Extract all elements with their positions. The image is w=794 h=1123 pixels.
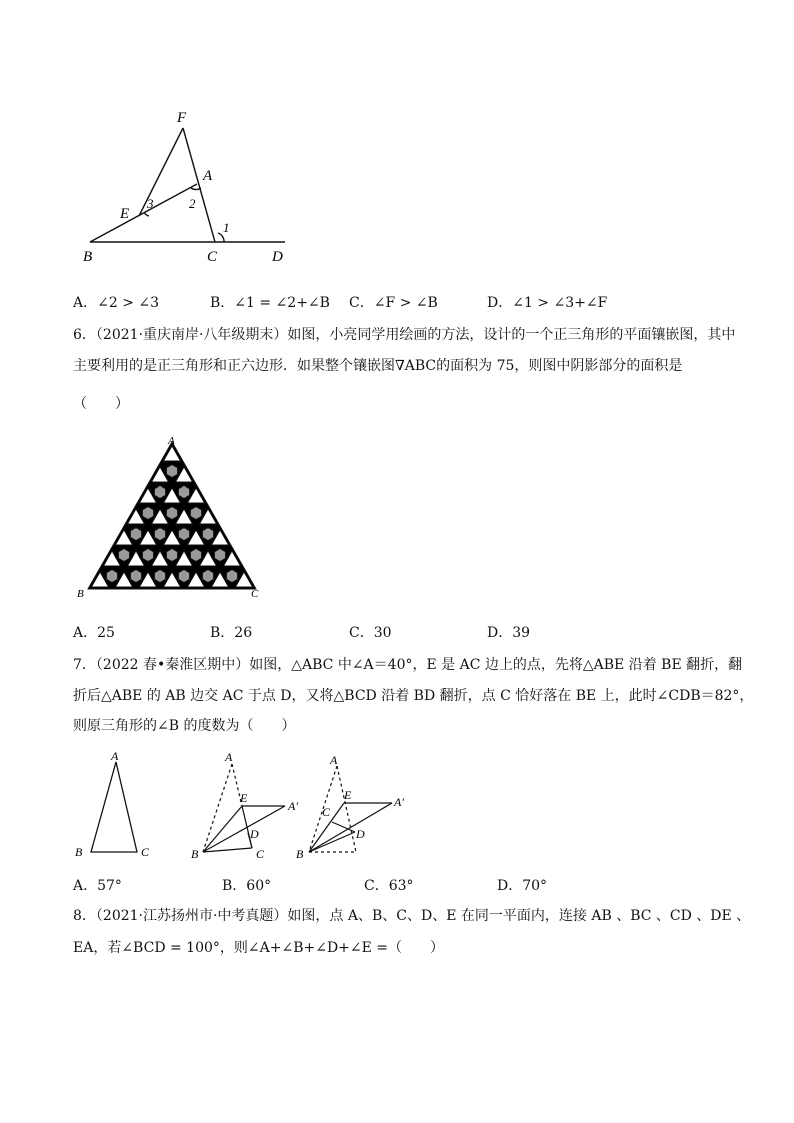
- q5-figure: [75, 100, 305, 270]
- angle-1: 1: [223, 220, 230, 235]
- tess-hexagon: [166, 507, 177, 520]
- fig2-label-C: C: [256, 847, 265, 861]
- tess-hexagon: [154, 486, 165, 499]
- q7-text-line1: 7．（2022 春•秦淮区期中）如图，△ABC 中∠A＝40°，E 是 AC 边上的点，先将△ABE 沿着 BE 翻折，翻: [73, 657, 743, 673]
- tess-hexagon: [130, 570, 141, 583]
- label-D: D: [272, 249, 283, 265]
- tess-hexagon: [154, 528, 165, 541]
- q7-figures: [70, 748, 430, 866]
- q5-option-c: C．∠F > ∠B: [349, 295, 438, 311]
- fig1-label-B: B: [75, 845, 83, 859]
- q7-option-c: C．63°: [364, 878, 414, 894]
- q6-text-line2: 主要利用的是正三角形和正六边形．如果整个镶嵌图∇ABC的面积为 75，则图中阴影部分的面积是: [73, 358, 683, 374]
- fig3-label-D: D: [356, 827, 365, 841]
- tess-hexagon: [166, 465, 177, 478]
- q7-option-b: B．60°: [222, 878, 272, 894]
- q5-option-a: A．∠2 > ∠3: [73, 295, 160, 311]
- fig1-label-C: C: [141, 845, 150, 859]
- tess-hexagon: [130, 528, 141, 541]
- tess-hexagon: [178, 486, 189, 499]
- tess-hexagon: [106, 570, 117, 583]
- angle-2: 2: [189, 196, 196, 211]
- q6-text-line1: 6．（2021·重庆南岸·八年级期末）如图，小亮同学用绘画的方法，设计的一个正三角形的平面镶嵌图，其中: [73, 327, 736, 343]
- fig2-label-E: E: [240, 791, 248, 805]
- tess-hexagon: [190, 549, 201, 562]
- q7-option-d: D．70°: [497, 878, 548, 894]
- q7-text-line3: 则原三角形的∠B 的度数为（ ）: [73, 718, 296, 734]
- q6-option-d: D．39: [487, 625, 531, 641]
- q7-text-line2: 折后△ABE 的 AB 边交 AC 于点 D，又将△BCD 沿着 BD 翻折，点 C 恰好落在 BE 上，此时∠CDB＝82°，: [73, 688, 754, 704]
- fig3-label-C: C: [322, 805, 331, 819]
- q6-option-c: C．30: [349, 625, 392, 641]
- fig2-label-D: D: [250, 827, 259, 841]
- q6-option-a: A．25: [73, 625, 115, 641]
- fig2-label-B: B: [191, 847, 199, 861]
- tess-hexagon: [178, 528, 189, 541]
- q8-text-line1: 8．（2021·江苏扬州市·中考真题）如图，点 A、B、C、D、E 在同一平面内，连接 AB 、BC 、CD 、DE 、: [73, 908, 751, 924]
- q6-tessellation-figure: [75, 432, 270, 602]
- label-C: C: [207, 249, 218, 265]
- tess-hexagon: [214, 549, 225, 562]
- q5-option-b: B．∠1 = ∠2+∠B: [210, 295, 330, 311]
- tess-hexagon: [178, 570, 189, 583]
- q8-text-line2: EA，若∠BCD = 100°，则∠A+∠B+∠D+∠E =（ ）: [73, 940, 445, 956]
- tess-label-C: C: [251, 588, 259, 600]
- q5-option-d: D．∠1 > ∠3+∠F: [487, 295, 608, 311]
- fig3-label-E: E: [344, 788, 352, 802]
- fig3-label-A: A: [330, 753, 338, 767]
- tess-label-A: A: [168, 435, 175, 447]
- fig1-label-A: A: [111, 749, 119, 763]
- fig3-label-B: B: [296, 847, 304, 861]
- label-F: F: [177, 110, 187, 126]
- tess-hexagon: [190, 507, 201, 520]
- label-B: B: [83, 249, 93, 265]
- fig3-label-A1: A′: [394, 795, 404, 809]
- label-A: A: [203, 168, 213, 184]
- tess-hexagon: [142, 549, 153, 562]
- angle-3: 3: [147, 196, 154, 211]
- fig2-label-A: A: [225, 750, 233, 764]
- tess-hexagon: [118, 549, 129, 562]
- tess-hexagon: [226, 570, 237, 583]
- q6-option-b: B．26: [210, 625, 253, 641]
- tess-hexagon: [202, 570, 213, 583]
- q6-text-line3: （ ）: [73, 396, 129, 412]
- label-E: E: [120, 206, 130, 222]
- tess-label-B: B: [77, 588, 84, 600]
- tess-hexagon: [166, 549, 177, 562]
- fig2-label-A1: A′: [288, 799, 298, 813]
- tess-hexagon: [154, 570, 165, 583]
- tess-hexagon: [202, 528, 213, 541]
- tess-hexagon: [142, 507, 153, 520]
- q7-option-a: A．57°: [73, 878, 122, 894]
